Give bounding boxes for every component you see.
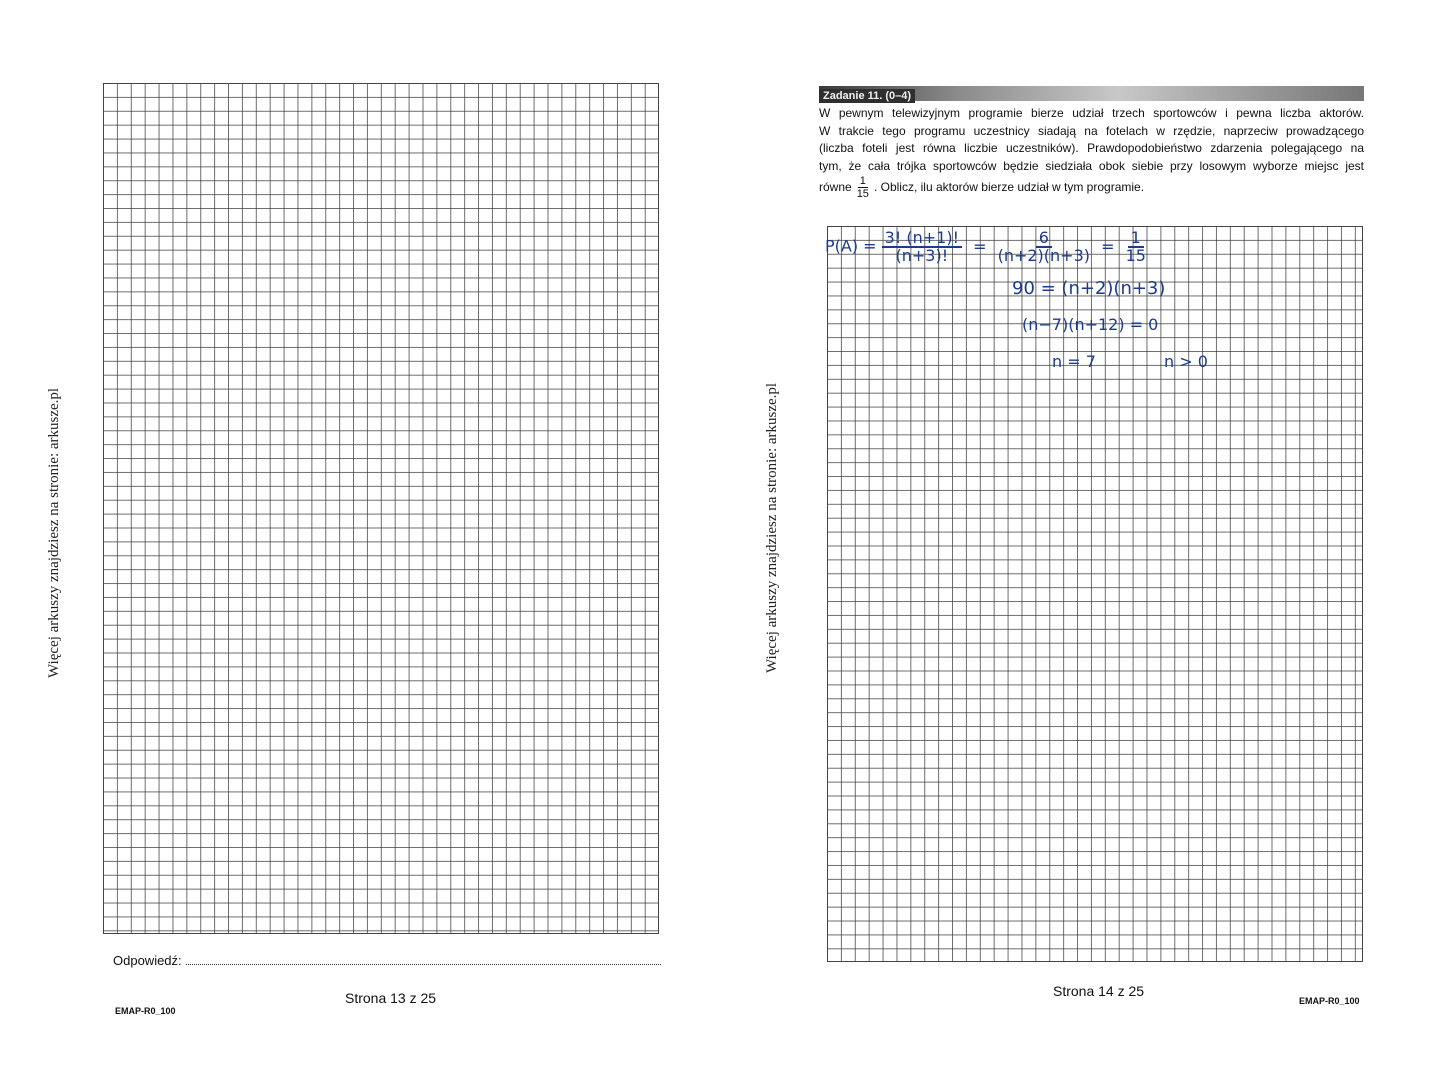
hand-fraction-3 <box>1126 230 1146 264</box>
task-text-suffix: . Oblicz, ilu aktorów bierze udział w tym programie. <box>873 179 1145 194</box>
hand-p-label: P(A) = <box>825 236 877 256</box>
task-text-line: tym, że cała trójka sportowców będzie siedziała obok siebie przy losowym wyborze miejsc jest <box>819 158 1364 173</box>
fraction <box>857 175 869 200</box>
answer-label: Odpowiedź: <box>113 953 182 968</box>
exam-code: EMAP-R0_100 <box>115 1006 176 1016</box>
hand-f3-den: 15 <box>1125 246 1146 265</box>
task-text-line: W trakcie tego programu uczestnicy siadają na fotelach w rzędzie, naprzeciw prowadzącego <box>819 123 1364 138</box>
answer-grid[interactable] <box>103 83 659 934</box>
task-title: Zadanie 11. (0–4) <box>819 89 915 103</box>
right-page <box>722 0 1445 1080</box>
task-text-line: (liczba foteli jest równa liczbie uczestników). Prawdopodobieństwo zdarzenia polegającego na <box>819 141 1364 155</box>
side-note: Więcej arkuszy znajdziesz na stronie: arkusze.pl <box>46 387 62 678</box>
answer-line[interactable] <box>113 953 661 968</box>
page-number: Strona 13 z 25 <box>345 990 437 1006</box>
hand-f2-den: (n+2)(n+3) <box>997 246 1090 265</box>
hand-fraction-1 <box>882 230 962 264</box>
left-page <box>0 0 722 1080</box>
hand-f2-num: 6 <box>1036 230 1052 248</box>
hand-eq2: = <box>1101 236 1115 256</box>
hand-f1-den: (n+3)! <box>895 246 949 265</box>
task-text-last-line <box>819 175 1364 200</box>
page-number: Strona 14 z 25 <box>1053 983 1145 999</box>
side-note: Więcej arkuszy znajdziesz na stronie: arkusze.pl <box>764 382 780 673</box>
handwritten-line-4a: n = 7 <box>1052 352 1096 371</box>
exam-code: EMAP-R0_100 <box>1299 996 1360 1006</box>
handwritten-line-2: 90 = (n+2)(n+3) <box>1012 278 1166 299</box>
task-11 <box>819 86 1364 200</box>
hand-f1-num: 3! (n+1)! <box>882 230 962 248</box>
hand-f3-num: 1 <box>1128 230 1144 248</box>
solution-grid[interactable] <box>827 226 1363 962</box>
hand-eq1: = <box>973 236 987 256</box>
fraction-denominator: 15 <box>856 188 869 200</box>
task-text-prefix: równe <box>819 179 852 194</box>
fraction-numerator: 1 <box>859 175 866 187</box>
hand-fraction-2 <box>998 230 1090 264</box>
handwritten-line-4b: n > 0 <box>1164 352 1208 371</box>
task-text-line: W pewnym telewizyjnym programie bierze udział trzech sportowców i pewna liczba aktorów. <box>819 106 1364 120</box>
handwritten-line-1 <box>825 230 1146 264</box>
handwritten-line-3: (n−7)(n+12) = 0 <box>1022 315 1159 334</box>
answer-dotted-line[interactable] <box>186 954 661 965</box>
